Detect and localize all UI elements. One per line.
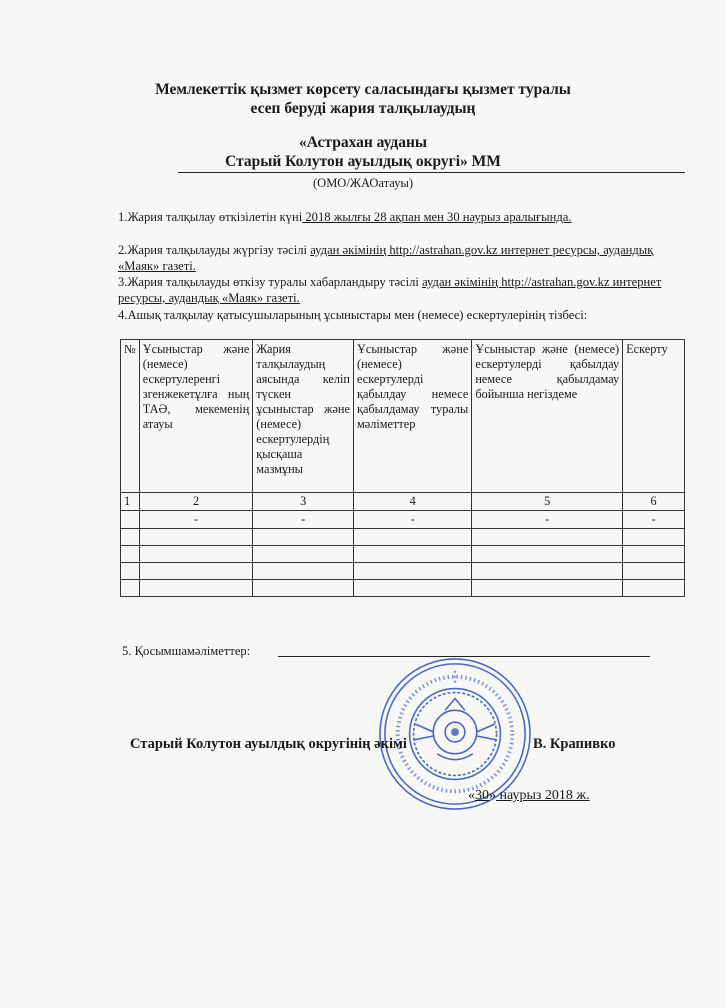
table-cell: - xyxy=(623,511,685,529)
item-4-proposals-list xyxy=(118,307,690,323)
column-header-author: Ұсыныстар және (немесе) ескертулеренгі згенжекетұлға ның ТАӘ, мекеменің атауы xyxy=(139,340,253,493)
table-cell: - xyxy=(353,511,471,529)
document-title-line1: Мемлекеттік қызмет көрсету саласындағы қызмет туралы xyxy=(155,81,571,98)
signatory-position: Старый Колутон ауылдық округінің әкімі xyxy=(130,736,407,752)
table-row xyxy=(121,580,685,597)
document-title-line2: есеп беруді жария талқылаудың xyxy=(250,100,476,117)
proposals-table xyxy=(120,339,685,597)
organization-underline xyxy=(178,172,685,173)
item-3-value: аудан әкімінің http://astrahan.gov.kz интернет ресурсы, аудандық «Маяк» газеті. xyxy=(118,275,662,305)
column-header-summary: Жария талқылаудың аясында келіп түскен ұсыныстар және (немесе) ескертулердің қысқаша мазмұны xyxy=(253,340,354,493)
organization-caption: (ОМО/ЖАОатауы) xyxy=(313,176,413,190)
signature-date-day: 30 xyxy=(475,788,489,803)
table-cell: 4 xyxy=(353,493,471,511)
signatory-name: В. Крапивко xyxy=(533,736,616,752)
item-2-value: аудан әкімінің http://astrahan.gov.kz интернет ресурсы, аудандық «Маяк» газеті. xyxy=(118,243,654,273)
table-row xyxy=(121,563,685,580)
table-cell: 5 xyxy=(472,493,623,511)
table-cell: 6 xyxy=(623,493,685,511)
table-cell: - xyxy=(139,511,253,529)
item-3-announcement-method xyxy=(118,274,690,306)
table-cell: 2 xyxy=(139,493,253,511)
organization-name-line1: «Астрахан ауданы xyxy=(298,134,428,151)
column-header-number: № xyxy=(121,340,140,493)
item-4-label: 4.Ашық талқылау қатысушыларының ұсыныстары мен (немесе) ескертулерінің тізбесі: xyxy=(118,308,588,322)
item-1-hearing-date xyxy=(118,209,690,225)
table-cell xyxy=(121,511,140,529)
item-2-hearing-method xyxy=(118,242,690,274)
table-row xyxy=(121,511,685,529)
column-header-decision: Ұсыныстар және (немесе) ескертулерді қабылдау немесе қабылдамау туралы мәліметтер xyxy=(353,340,471,493)
table-row xyxy=(121,529,685,546)
column-header-justification: Ұсыныстар және (немесе) ескертулерді қабылдау немесе қабылдамау бойынша негіздеме xyxy=(472,340,623,493)
signature-date: «30» наурыз 2018 ж. xyxy=(468,788,590,803)
signature-date-rest: наурыз 2018 ж. xyxy=(496,788,590,803)
additional-info-label: 5. Қосымшамәліметтер: xyxy=(122,644,251,658)
item-1-value: 2018 жылғы 28 ақпан мен 30 наурыз аралығында. xyxy=(302,210,572,224)
item-2-label: 2.Жария талқылауды жүргізу тәсілі xyxy=(118,243,311,257)
table-cell: 3 xyxy=(253,493,354,511)
table-header-row xyxy=(121,340,685,493)
table-cell: - xyxy=(253,511,354,529)
item-3-label: 3.Жария талқылауды өткізу туралы хабарландыру тәсілі xyxy=(118,275,423,289)
organization-name-line2: Старый Колутон ауылдық округі» ММ xyxy=(225,153,501,170)
table-cell: - xyxy=(472,511,623,529)
table-row xyxy=(121,546,685,563)
table-cell: 1 xyxy=(121,493,140,511)
column-header-note: Ескерту xyxy=(623,340,685,493)
table-row xyxy=(121,493,685,511)
item-1-label: 1.Жария талқылау өткізілетін күні xyxy=(118,210,303,224)
